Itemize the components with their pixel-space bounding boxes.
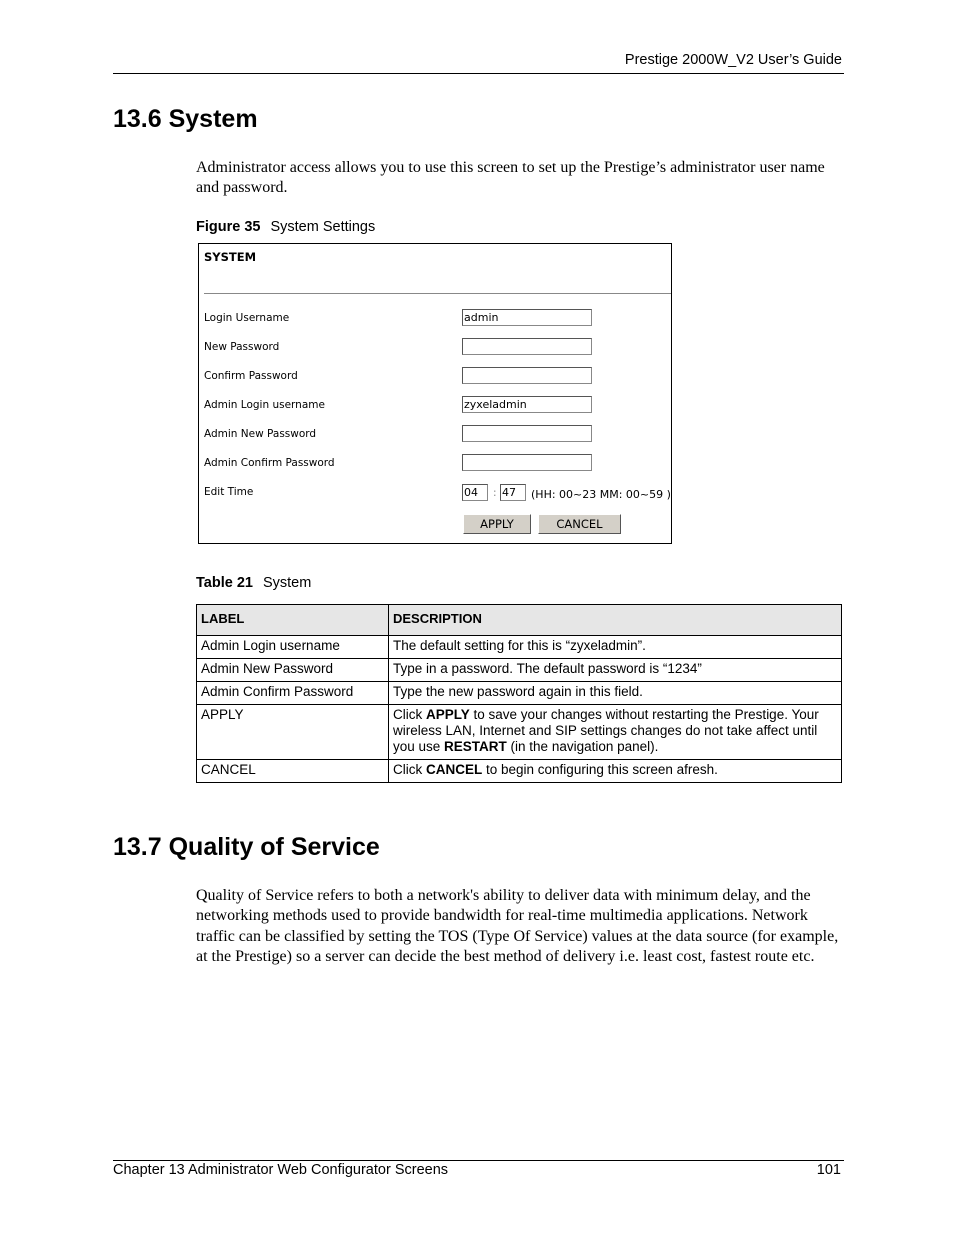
admin-confirm-password-label: Admin Confirm Password xyxy=(204,457,335,469)
figure-title: System Settings xyxy=(270,219,376,235)
row-label: Admin Login username xyxy=(197,636,389,659)
row-description xyxy=(389,760,842,783)
new-password-input[interactable] xyxy=(462,338,592,355)
row-label: CANCEL xyxy=(197,760,389,783)
divider xyxy=(204,293,671,294)
text: (in the navigation panel). xyxy=(506,739,659,754)
system-title: SYSTEM xyxy=(204,250,257,264)
text: to save your changes without restarting the Prestige. Your wireless LAN, Internet and SIP settings changes do not take affect until you use xyxy=(393,707,819,754)
table-row xyxy=(197,659,842,682)
column-header: DESCRIPTION xyxy=(389,605,842,636)
table-row xyxy=(197,636,842,659)
table-header-row xyxy=(197,605,842,636)
text: to begin configuring this screen afresh. xyxy=(482,762,718,777)
table-caption xyxy=(196,575,311,591)
row-label: APPLY xyxy=(197,705,389,760)
guide-title: Prestige 2000W_V2 User’s Guide xyxy=(624,52,842,68)
edit-time-hint: (HH: 00~23 MM: 00~59 ) xyxy=(531,488,671,501)
qos-body: Quality of Service refers to both a network's ability to deliver data with minimum delay, and the networking methods used to provide bandwidth for real-time multimedia applications. Network traffic can be classified by setting the TOS (Type Of Service) values at the data source (for example, at the Prestige) so a server can decide the best method of delivery i.e. least cost, fastest route etc. xyxy=(196,887,839,965)
table-row xyxy=(197,705,842,760)
bold-term: CANCEL xyxy=(426,762,483,777)
edit-time-hour-input[interactable]: 04 xyxy=(462,484,488,501)
text: Click xyxy=(393,762,426,777)
figure-caption xyxy=(196,219,375,235)
time-separator: : xyxy=(493,487,497,499)
admin-confirm-password-input[interactable] xyxy=(462,454,592,471)
edit-time-label: Edit Time xyxy=(204,486,254,498)
system-settings-figure xyxy=(198,243,672,544)
system-intro: Administrator access allows you to use this screen to set up the Prestige’s administrator user name and password. xyxy=(196,159,825,197)
row-description: The default setting for this is “zyxeladmin”. xyxy=(389,636,842,659)
column-header: LABEL xyxy=(197,605,389,636)
login-username-label: Login Username xyxy=(204,312,290,324)
admin-login-username-input[interactable]: zyxeladmin xyxy=(462,396,592,413)
new-password-label: New Password xyxy=(204,341,280,353)
header-rule xyxy=(113,73,844,74)
footer-rule xyxy=(113,1160,844,1161)
row-description: Type in a password. The default password is “1234” xyxy=(389,659,842,682)
table-row xyxy=(197,760,842,783)
page-number: 101 xyxy=(816,1162,841,1178)
row-label: Admin New Password xyxy=(197,659,389,682)
login-username-input[interactable]: admin xyxy=(462,309,592,326)
cancel-button[interactable]: CANCEL xyxy=(538,514,621,534)
admin-new-password-label: Admin New Password xyxy=(204,428,317,440)
row-description xyxy=(389,705,842,760)
table-row xyxy=(197,682,842,705)
admin-login-username-label: Admin Login username xyxy=(204,399,325,411)
confirm-password-label: Confirm Password xyxy=(204,370,298,382)
row-label: Admin Confirm Password xyxy=(197,682,389,705)
confirm-password-input[interactable] xyxy=(462,367,592,384)
bold-term: RESTART xyxy=(444,739,507,754)
edit-time-minute-input[interactable]: 47 xyxy=(500,484,526,501)
system-table xyxy=(196,604,842,783)
admin-new-password-input[interactable] xyxy=(462,425,592,442)
text: Click xyxy=(393,707,426,722)
table-label: Table 21 xyxy=(196,575,253,591)
bold-term: APPLY xyxy=(426,707,470,722)
section-heading-system: 13.6 System xyxy=(113,105,258,133)
row-description: Type the new password again in this field. xyxy=(389,682,842,705)
footer-chapter: Chapter 13 Administrator Web Configurator Screens xyxy=(113,1162,449,1178)
section-heading-qos: 13.7 Quality of Service xyxy=(113,833,380,861)
table-title: System xyxy=(262,575,312,591)
apply-button[interactable]: APPLY xyxy=(463,514,531,534)
figure-label: Figure 35 xyxy=(196,219,261,235)
